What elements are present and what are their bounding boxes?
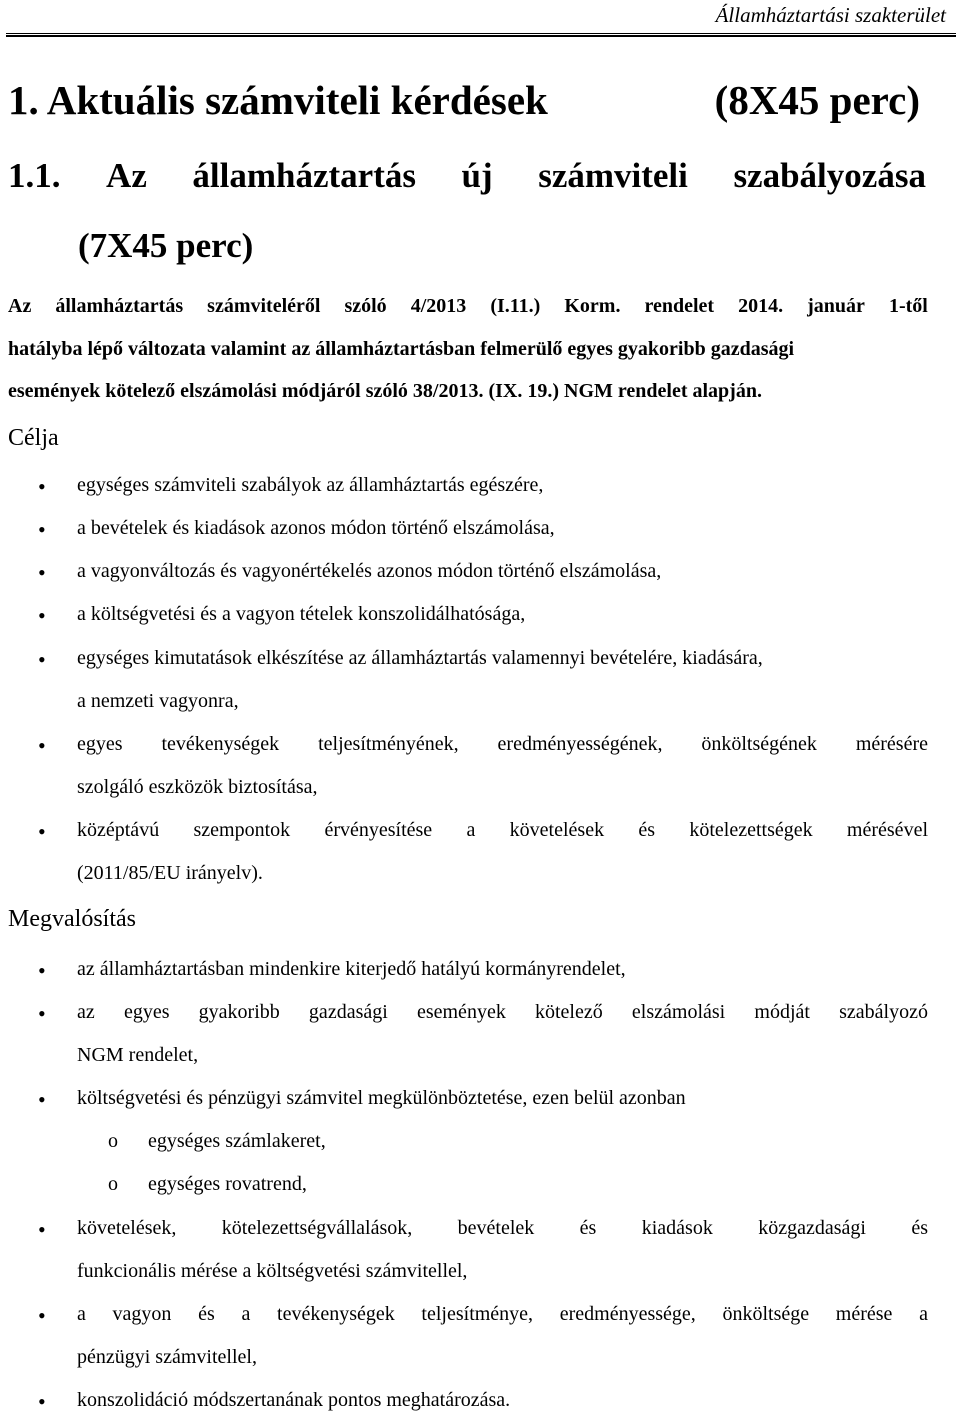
- section-word: államháztartás: [192, 156, 416, 195]
- bullet-icon: •: [38, 1001, 46, 1026]
- sub-bullet-icon: o: [108, 1130, 118, 1152]
- sub-bullet-icon: o: [108, 1173, 118, 1195]
- megvalositas-item: konszolidáció módszertanának pontos meghatározása.: [77, 1389, 511, 1411]
- running-header: Államháztartási szakterület: [715, 3, 946, 27]
- celja-item: egységes kimutatások elkészítése az államháztartás valamennyi bevételére, kiadására,: [77, 647, 763, 669]
- bullet-icon: •: [38, 1217, 46, 1242]
- bullet-icon: •: [38, 603, 46, 628]
- megvalositas-item: [77, 1303, 928, 1326]
- section-number: 1.1.: [8, 156, 61, 195]
- bullet-icon: •: [38, 1303, 46, 1328]
- celja-item: a költségvetési és a vagyon tételek konszolidálhatósága,: [77, 603, 526, 625]
- intro-line: hatályba lépő változata valamint az államháztartásban felmerülő egyes gyakoribb gazdasági: [8, 338, 795, 360]
- megvalositas-item: költségvetési és pénzügyi számvitel megkülönböztetése, ezen belül azonban: [77, 1087, 686, 1109]
- intro-word: 1-től: [888, 295, 928, 317]
- celja-item: egységes számviteli szabályok az államháztartás egészére,: [77, 474, 544, 496]
- megvalositas-heading: Megvalósítás: [8, 906, 136, 932]
- bullet-icon: •: [38, 958, 46, 983]
- celja-item-continuation: szolgáló eszközök biztosítása,: [77, 776, 318, 798]
- intro-word: szóló: [344, 295, 387, 317]
- celja-item: [77, 733, 928, 756]
- item-text: egyes tevékenységek teljesítményének, eredményességének, önköltségének mérésére: [77, 733, 928, 755]
- intro-word: 4/2013: [410, 295, 467, 317]
- chapter-heading: [8, 76, 920, 124]
- bullet-icon: •: [38, 560, 46, 585]
- item-text: középtávú szempontok érvényesítése a követelések és kötelezettségek mérésével: [77, 819, 928, 841]
- bullet-icon: •: [38, 517, 46, 542]
- megvalositas-item: az államháztartásban mindenkire kiterjedő hatályú kormányrendelet,: [77, 958, 626, 980]
- section-duration: (7X45 perc): [78, 226, 254, 265]
- megvalositas-sub-item: egységes rovatrend,: [148, 1173, 307, 1195]
- intro-word: január: [807, 295, 865, 317]
- intro-line: [8, 295, 928, 318]
- celja-item: a vagyonváltozás és vagyonértékelés azonos módon történő elszámolása,: [77, 560, 662, 582]
- intro-word: Korm.: [564, 295, 621, 317]
- section-heading: [8, 156, 926, 196]
- bullet-icon: •: [38, 647, 46, 672]
- intro-word: 2014.: [738, 295, 784, 317]
- intro-word: számviteléről: [207, 295, 321, 317]
- section-word: Az: [106, 156, 147, 195]
- celja-item: a bevételek és kiadások azonos módon történő elszámolása,: [77, 517, 555, 539]
- megvalositas-item-continuation: funkcionális mérése a költségvetési számvitellel,: [77, 1260, 468, 1282]
- intro-line: események kötelező elszámolási módjáról szóló 38/2013. (IX. 19.) NGM rendelet alapján.: [8, 380, 762, 402]
- chapter-duration: (8X45 perc): [714, 77, 920, 123]
- section-word: számviteli: [538, 156, 688, 195]
- intro-word: Az: [8, 295, 32, 317]
- item-text: követelések, kötelezettségvállalások, bevételek és kiadások közgazdasági és: [77, 1217, 928, 1239]
- chapter-title: 1. Aktuális számviteli kérdések: [8, 77, 548, 123]
- intro-word: államháztartás: [55, 295, 184, 317]
- celja-item: [77, 819, 928, 842]
- celja-item-continuation: a nemzeti vagyonra,: [77, 690, 239, 712]
- megvalositas-item-continuation: NGM rendelet,: [77, 1044, 199, 1066]
- section-word: szabályozása: [733, 156, 926, 195]
- item-text: a vagyon és a tevékenységek teljesítménye, eredményessége, önköltsége mérése a: [77, 1303, 928, 1325]
- bullet-icon: •: [38, 819, 46, 844]
- header-rule: [6, 33, 956, 37]
- intro-word: (I.11.): [490, 295, 541, 317]
- megvalositas-item-continuation: pénzügyi számvitellel,: [77, 1346, 257, 1368]
- bullet-icon: •: [38, 733, 46, 758]
- bullet-icon: •: [38, 474, 46, 499]
- celja-heading: Célja: [8, 425, 59, 451]
- megvalositas-item: [77, 1001, 928, 1024]
- bullet-icon: •: [38, 1087, 46, 1112]
- item-text: az egyes gyakoribb gazdasági események kötelező elszámolási módját szabályozó: [77, 1001, 928, 1023]
- intro-word: rendelet: [644, 295, 715, 317]
- bullet-icon: •: [38, 1389, 46, 1414]
- celja-item-continuation: (2011/85/EU irányelv).: [77, 862, 263, 884]
- section-word: új: [461, 156, 493, 195]
- megvalositas-item: [77, 1217, 928, 1240]
- megvalositas-sub-item: egységes számlakeret,: [148, 1130, 326, 1152]
